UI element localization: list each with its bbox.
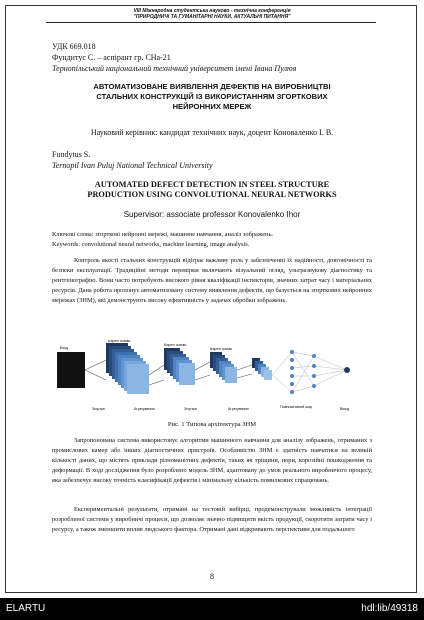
- author-en: Fundytus S.: [52, 150, 91, 159]
- keywords-ua: Ключові слова: згорткові нейронні мережі, машинне навчання, аналіз зображень.: [52, 231, 273, 238]
- author-ua: Фундитус С. – аспірант гр. СНа-21: [52, 53, 171, 62]
- conference-header-line1: VIII Міжнародна студентська науково - технічна конференція: [133, 8, 291, 14]
- title-ua-line1: АВТОМАТИЗОВАНЕ ВИЯВЛЕННЯ ДЕФЕКТІВ НА ВИРОБНИЦТВІ: [93, 82, 331, 91]
- label-output: Вихід: [340, 407, 350, 411]
- udc-code: УДК 669.018: [52, 42, 96, 51]
- input-block: [57, 352, 85, 388]
- affiliation-ua: Тернопільський національний технічний університет імені Івана Пулюя: [52, 64, 297, 73]
- label-pooling-2: Агрегування: [228, 407, 249, 411]
- figure-caption: Рис. 1 Типова архітектура ЗНМ: [167, 421, 257, 428]
- label-feature-maps-1: Карти ознак: [108, 340, 131, 343]
- label-feature-maps-2: Карти ознак: [164, 342, 187, 347]
- page-number: 8: [210, 572, 214, 581]
- label-fully-connected: Повнозв'язний шар: [280, 405, 313, 409]
- cnn-architecture-figure: [52, 340, 372, 418]
- keywords-en: Keywords: convolutional neural networks, machine learning, image analysis.: [52, 241, 250, 248]
- label-convolution-1: Згортка: [92, 407, 105, 411]
- paragraph-1: Контроль якості стальних конструкцій відіграє важливу роль у забезпеченні їх надійності, довговічності та безпеки експлуатації. Традиційні методи перевірки включають візуальний огляд, ультразвукову діагностику та рентгенографію. Вони часто потребують високого рівня кваліфікації інспекторів, значних затрат часу і матеріальних ресурсів. Дана робота пропонує автоматизовану систему виявлення дефектів, що базується на згорткових нейронних мережах (ЗНМ), які демонструють високу ефективність у задачах обробки зображень.: [52, 257, 372, 304]
- paragraph-3: Експериментальні результати, отримані на тестовій вибірці, продемонстрували можливість інтеграції розробленої системи у виробничі процеси, що дозволяє значно підвищити якість продукції, скоротити затрати часу і ресурсу, а також зменшити вплив людського фактора. Отримані дані відкривають перспективи для подальшого: [52, 506, 372, 533]
- title-en-line2: PRODUCTION USING CONVOLUTIONAL NEURAL NETWORKS: [87, 190, 337, 199]
- title-ua-line2: СТАЛЬНИХ КОНСТРУКЦІЙ ІЗ ВИКОРИСТАННЯМ ЗГОРТКОВИХ: [96, 92, 328, 101]
- output-node: [344, 367, 350, 373]
- label-convolution-2: Згортка: [184, 407, 197, 411]
- label-pooling-1: Агрегування: [134, 407, 155, 411]
- conference-header: [0, 8, 424, 20]
- title-en: [52, 180, 372, 200]
- label-feature-maps-3: Карти ознак: [210, 346, 233, 351]
- supervisor-ua: Науковий керівник: кандидат технічних наук, доцент Коноваленко І. В.: [90, 128, 334, 137]
- supervisor-en: Supervisor: associate professor Konovalenko Ihor: [123, 210, 301, 219]
- footer-repository-name: ELARTU: [6, 603, 46, 614]
- affiliation-en: Ternopil Ivan Puluj National Technical University: [52, 161, 213, 170]
- conference-header-line2: "ПРИРОДНИЧІ ТА ГУМАНІТАРНІ НАУКИ. АКТУАЛЬНІ ПИТАННЯ": [133, 14, 291, 20]
- title-ua: [52, 82, 372, 112]
- title-en-line1: AUTOMATED DEFECT DETECTION IN STEEL STRUCTURE: [94, 180, 330, 189]
- paragraph-2: Запропонована система використовує алгоритми машинного навчання для аналізу зображень, отриманих з промислових камер або інших діагностичних пристроїв. Особливістю ЗНМ є здатність навчатися на великій кількості даних, що містять приклади різноманітних дефектів, таких як тріщини, пори, корозійні пошкодження та деформації. В ході дослідження було розроблено модель ЗНМ, адаптовану до умов реального виробничого процесу, яка забезпечує високу точність класифікації дефектів і мінімальну кількість помилкових спрацювань.: [52, 437, 372, 484]
- label-input: Вхід: [60, 345, 68, 350]
- footer-handle: hdl:lib/49318: [361, 603, 418, 614]
- title-ua-line3: НЕЙРОННИХ МЕРЕЖ: [172, 102, 252, 111]
- footer-bar: [0, 598, 424, 620]
- header-rule: [46, 22, 376, 23]
